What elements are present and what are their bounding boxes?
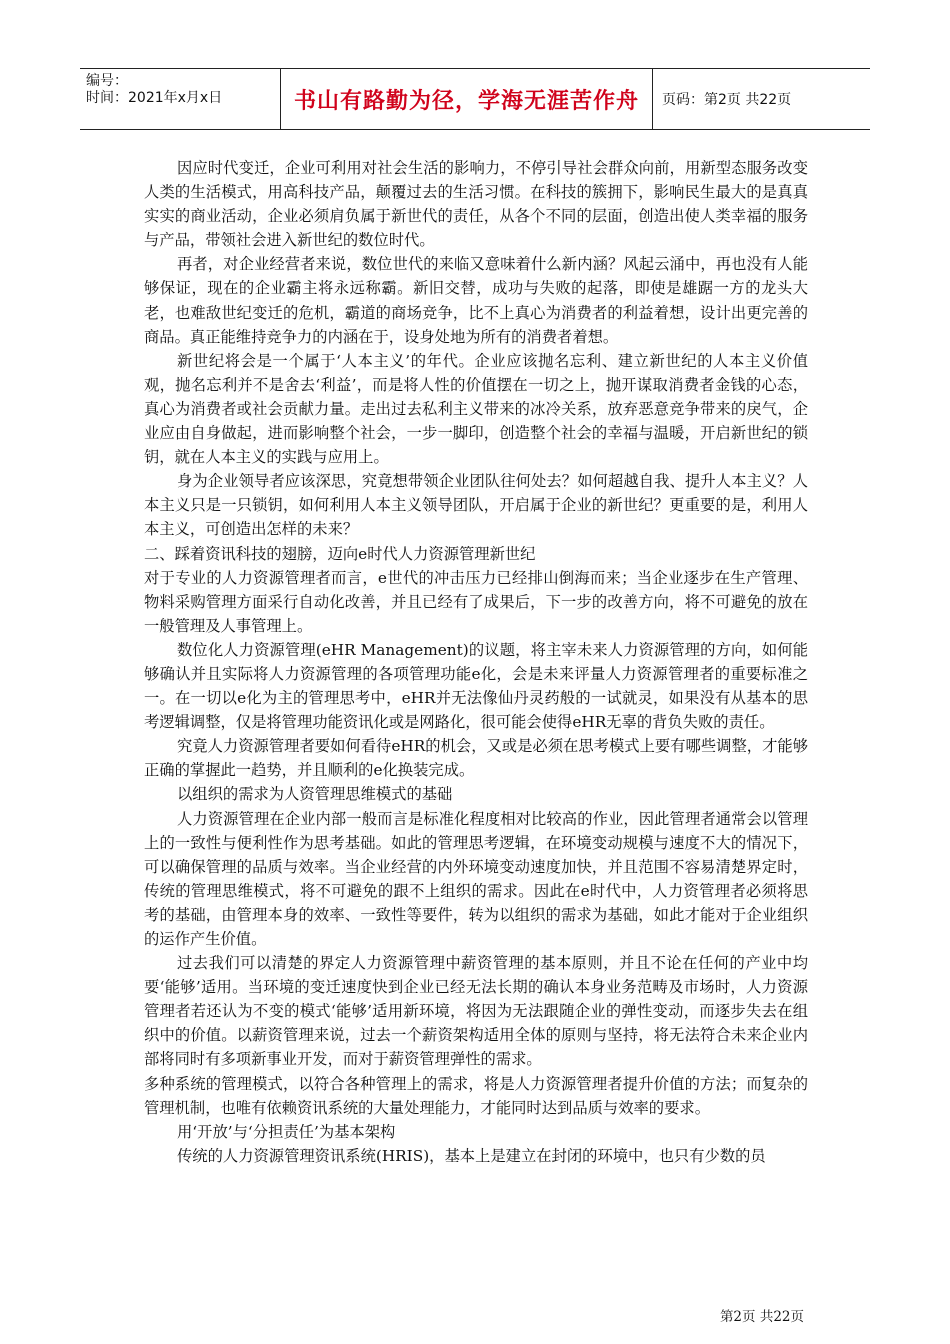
- paragraph: 多种系统的管理模式，以符合各种管理上的需求，将是人力资源管理者提升价值的方法；而复杂的管理机制，也唯有依赖资讯系统的大量处理能力，才能同时达到品质与效率的要求。: [144, 1074, 808, 1117]
- paragraph: 身为企业领导者应该深思，究竟想带领企业团队往何处去？如何超越自我、提升人本主义？人本主义只是一只锁钥，如何利用人本主义领导团队，开启属于企业的新世纪？更重要的是，利用人本主义，可创造出怎样的未来？: [144, 472, 808, 539]
- paragraph: 因应时代变迁，企业可利用对社会生活的影响力，不停引导社会群众向前，用新型态服务改变人类的生活模式，用高科技产品，颠覆过去的生活习惯。在科技的簇拥下，影响民生最大的是真真实实的商业活动，企业必须肩负属于新世代的责任，从各个不同的层面，创造出使人类幸福的服务与产品，带领社会进入新世纪的数位时代。: [144, 159, 808, 250]
- paragraph: 究竟人力资源管理者要如何看待eHR的机会，又或是必须在思考模式上要有哪些调整，才能够正确的掌握此一趋势，并且顺利的e化换装完成。: [144, 737, 808, 780]
- header-meta-cell: [80, 69, 281, 129]
- footer-page-number: 第2页 共22页: [719, 1309, 804, 1325]
- paragraph: 数位化人力资源管理(eHR Management)的议题，将主宰未来人力资源管理的方向，如何能够确认并且实际将人力资源管理的各项管理功能e化，会是未来评量人力资源管理者的重要标准之一。在一切以e化为主的管理思考中，eHR并无法像仙丹灵药般的一试就灵，如果没有从基本的思考逻辑调整，仅是将管理功能资讯化或是网路化，很可能会使得eHR无辜的背负失败的责任。: [144, 640, 808, 732]
- subsection-heading: 用‘开放’与‘分担责任’为基本架构: [177, 1122, 396, 1141]
- header-page-number: 页码：第2页 共22页: [662, 92, 792, 108]
- document-header: [80, 68, 870, 130]
- paragraph: 人力资源管理在企业内部一般而言是标准化程度相对比较高的作业，因此管理者通常会以管理上的一致性与便利性作为思考基础。如此的管理思考逻辑，在环境变动规模与速度不大的情况下，可以确保管理的品质与效率。当企业经营的内外环境变动速度加快，并且范围不容易清楚界定时，传统的管理思维模式，将不可避免的跟不上组织的需求。因此在e时代中，人力资管理者必须将思考的基础，由管理本身的效率、一致性等要件，转为以组织的需求为基础，如此才能对于企业组织的运作产生价值。: [144, 809, 808, 948]
- subsection-heading: 以组织的需求为人资管理思维模式的基础: [177, 785, 453, 804]
- paragraph: 再者，对企业经营者来说，数位世代的来临又意味着什么新内涵？风起云涌中，再也没有人能够保证，现在的企业霸主将永远称霸。新旧交替，成功与失败的起落，即使是雄踞一方的龙头大老，也难敌世纪变迁的危机，霸道的商场竞争，比不上真心为消费者的利益着想，设计出更完善的商品。真正能维持竞争力的内涵在于，设身处地为所有的消费者着想。: [144, 255, 808, 346]
- section-heading: 二、踩着资讯科技的翅膀，迈向e时代人力资源管理新世纪: [144, 544, 536, 563]
- document-date-label: 时间：2021年x月x日: [86, 90, 223, 106]
- paragraph: 对于专业的人力资源管理者而言，e世代的冲击压力已经排山倒海而来；当企业逐步在生产管理、物料采购管理方面采行自动化改善，并且已经有了成果后，下一步的改善方向，将不可避免的放在一般管理及人事管理上。: [144, 568, 808, 635]
- header-motto: 书山有路勤为径，学海无涯苦作舟: [281, 69, 653, 129]
- paragraph: 过去我们可以清楚的界定人力资源管理中薪资管理的基本原则，并且不论在任何的产业中均要‘能够’适用。当环境的变迁速度快到企业已经无法长期的确认本身业务范畴及市场时，人力资源管理者若还认为不变的模式‘能够’适用新环境，将因为无法跟随企业的弹性变动，而逐步失去在组织中的价值。以薪资管理来说，过去一个薪资架构适用全体的原则与坚持，将无法符合未来企业内部将同时有多项新事业开发，而对于薪资管理弹性的需求。: [144, 954, 808, 1069]
- paragraph: 传统的人力资源管理资讯系统(HRIS)，基本上是建立在封闭的环境中，也只有少数的员: [177, 1146, 766, 1165]
- document-body: [144, 156, 808, 1168]
- paragraph: 新世纪将会是一个属于‘人本主义’的年代。企业应该抛名忘利、建立新世纪的人本主义价值观，抛名忘利并不是舍去‘利益’，而是将人性的价值摆在一切之上，抛开谋取消费者金钱的心态，真心为消费者或社会贡献力量。走出过去私利主义带来的冰冷关系，放弃恶意竞争带来的戾气，企业应由自身做起，进而影响整个社会，一步一脚印，创造整个社会的幸福与温暖，开启新世纪的锁钥，就在人本主义的实践与应用上。: [144, 351, 808, 467]
- document-number-label: 编号：: [86, 73, 128, 89]
